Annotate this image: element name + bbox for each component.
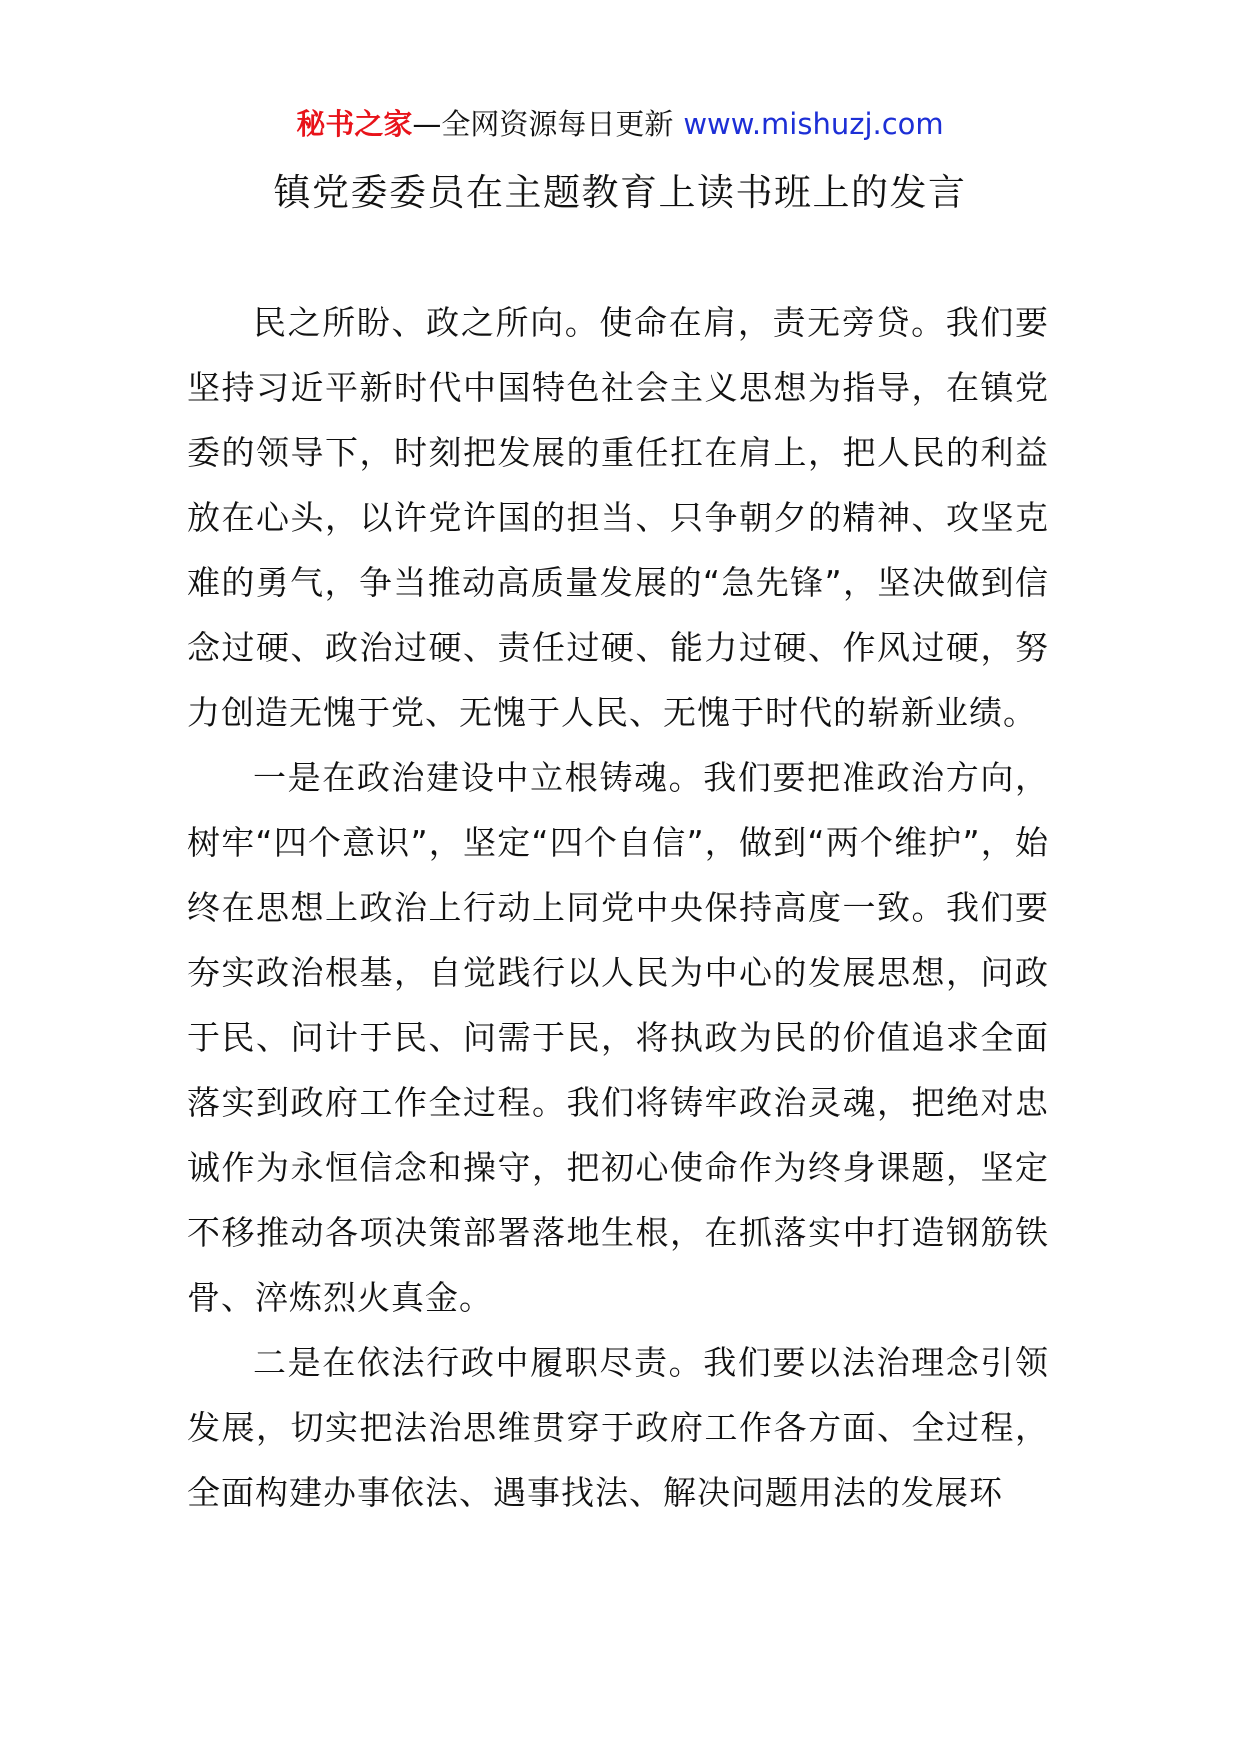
paragraph-intro: 民之所盼、政之所向。使命在肩，责无旁贷。我们要坚持习近平新时代中国特色社会主义思想为指导，在镇党委的领导下，时刻把发展的重任扛在肩上，把人民的利益放在心头，以许党许国的担当、只争朝夕的精神、攻坚克难的勇气，争当推动高质量发展的“急先锋”，坚决做到信念过硬、政治过硬、责任过硬、能力过硬、作风过硬，努力创造无愧于党、无愧于人民、无愧于时代的崭新业绩。 [187, 303, 1049, 732]
brand-name: 秘书之家 [296, 107, 413, 141]
paragraph-political-building: 一是在政治建设中立根铸魂。我们要把准政治方向，树牢“四个意识”，坚定“四个自信”，做到“两个维护”，始终在思想上政治上行动上同党中央保持高度一致。我们要夯实政治根基，自觉践行以人民为中心的发展思想，问政于民、问计于民、问需于民，将执政为民的价值追求全面落实到政府工作全过程。我们将铸牢政治灵魂，把绝对忠诚作为永恒信念和操守，把初心使命作为终身课题，坚定不移推动各项决策部署落地生根，在抓落实中打造钢筋铁骨、淬炼烈火真金。 [187, 758, 1049, 1317]
document-title: 镇党委委员在主题教育上读书班上的发言 [273, 171, 967, 214]
header-tagline: —全网资源每日更新 [412, 107, 674, 141]
paragraph-rule-of-law: 二是在依法行政中履职尽责。我们要以法治理念引领发展，切实把法治思维贯穿于政府工作各方面、全过程，全面构建办事依法、遇事找法、解决问题用法的发展环 [187, 1343, 1049, 1512]
site-url-link[interactable]: www.mishuzj.com [683, 107, 944, 141]
document-body [187, 290, 1049, 1525]
site-header [0, 104, 1240, 144]
